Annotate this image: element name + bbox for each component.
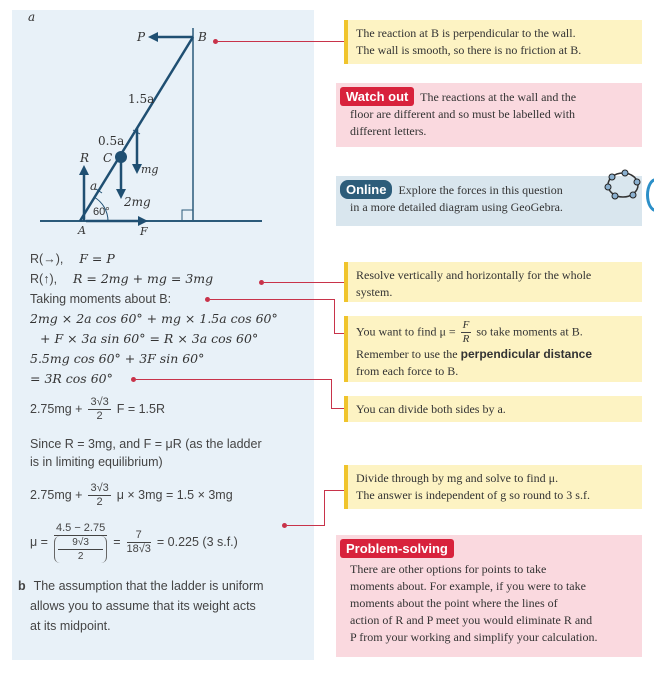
geogebra-icon[interactable]: [603, 168, 643, 202]
work-line-3: Taking moments about B:: [30, 292, 172, 306]
work-line-11: 2.75mg + $\frac{3√3}{2}$ μ × 3mg = 1.5 × 3mg: [30, 482, 233, 508]
label-2mg: 2mg: [124, 195, 151, 209]
watch-out-box: Watch out The reactions at the wall and the floor are different and so must be labelled with different letters.: [336, 83, 642, 147]
work-line-6: 5.5mg cos 60° + 3F sin 60°: [30, 351, 205, 366]
label-angle: 60°: [93, 206, 110, 218]
note-resolve: Resolve vertically and horizontally for the whole system.: [344, 262, 642, 302]
label-0-5a: 0.5a: [98, 134, 125, 148]
label-r: R: [80, 151, 90, 165]
online-box: Online Explore the forces in this question in a more detailed diagram using GeoGebra.: [336, 176, 642, 226]
label-b: B: [198, 30, 207, 44]
part-b: b The assumption that the ladder is uniform: [18, 579, 264, 593]
work-line-5: + F × 3a sin 60° = R × 3a cos 60°: [40, 331, 259, 346]
note-divide: You can divide both sides by a.: [344, 396, 642, 422]
work-line-10: is in limiting equilibrium): [30, 455, 163, 469]
watch-out-tag: Watch out: [340, 87, 414, 106]
work-line-4: 2mg × 2a cos 60° + mg × 1.5a cos 60°: [30, 311, 278, 326]
label-mg: mg: [141, 163, 159, 176]
label-p: P: [137, 30, 146, 44]
point-c-marker: [115, 151, 127, 163]
ladder-diagram: [0, 0, 320, 240]
work-line-12: μ = 4.5 − 2.75 9√3 2 = $\frac{7}{18√3}$ = 0.225 (3 s.f.): [30, 522, 238, 562]
problem-solving-box: Problem-solving There are other options for points to take moments about. For example, if you were to take moments about the point where the lines of action of R and P meet you would eliminate R and P from your working and simplify your calculation.: [336, 535, 642, 657]
part-a-label: a: [28, 10, 36, 24]
note-moments: You want to find μ = $\frac{F}{R}$ so take moments at B. Remember to use the perpendicular distance from each force to B.: [344, 316, 642, 382]
label-c: C: [103, 151, 113, 165]
online-tag: Online: [340, 180, 392, 199]
part-b-line3: at its midpoint.: [30, 619, 111, 633]
label-a-len: a: [90, 179, 98, 193]
work-line-9: Since R = 3mg, and F = μR (as the ladder: [30, 437, 262, 451]
note-solve-mu: Divide through by mg and solve to find μ. The answer is independent of g so round to 3 s.f.: [344, 465, 642, 509]
work-line-2: R(↑), R = 2mg + mg = 3mg: [30, 271, 214, 286]
work-line-7: = 3R cos 60°: [30, 371, 113, 386]
right-angle-mark: [182, 210, 193, 221]
work-line-8: 2.75mg + $\frac{3√3}{2}$ F = 1.5R: [30, 396, 166, 422]
edge-decoration: [646, 178, 654, 212]
label-a-point: A: [78, 224, 86, 237]
work-line-1: R(→), F = P: [30, 251, 115, 266]
part-b-line2: allows you to assume that its weight acts: [30, 599, 256, 613]
label-1-5a: 1.5a: [128, 92, 155, 106]
label-f: F: [140, 225, 148, 238]
problem-solving-tag: Problem-solving: [340, 539, 454, 558]
note-reaction-b: The reaction at B is perpendicular to the wall. The wall is smooth, so there is no friction at B.: [344, 20, 642, 64]
